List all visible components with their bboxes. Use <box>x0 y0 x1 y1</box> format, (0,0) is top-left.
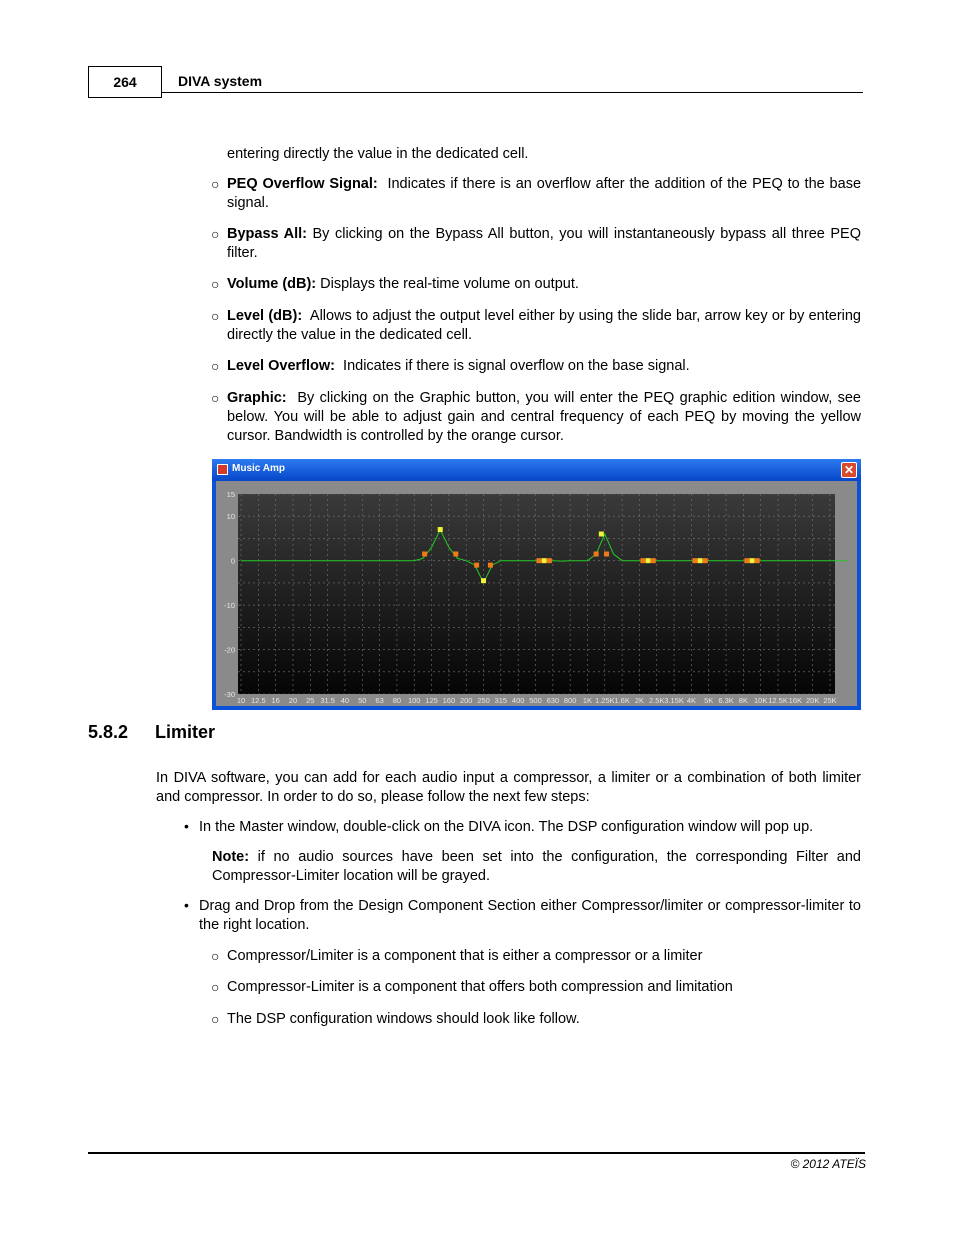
bullet-circle: ○ <box>211 948 220 964</box>
x-tick-label: 630 <box>546 696 560 705</box>
gain-cursor <box>438 527 443 532</box>
page-number: 264 <box>88 66 162 98</box>
item-bypass-all <box>227 225 861 263</box>
x-tick-label: 500 <box>529 696 542 705</box>
sub-item: Compressor/Limiter is a component that is either a compressor or a limiter <box>227 948 703 964</box>
x-tick-label: 315 <box>494 696 508 705</box>
note-label: Note: <box>212 849 250 865</box>
bandwidth-cursor <box>744 558 749 563</box>
x-tick-label: 1K <box>582 696 593 705</box>
bullet-circle: ○ <box>211 176 220 192</box>
x-tick-label: 800 <box>563 696 577 705</box>
limiter-intro: In DIVA software, you can add for each audio input a compressor, a limiter or a combination of both limiter and compressor. In order to do so, please follow the next few steps: <box>156 770 861 805</box>
item-term: Volume (dB): <box>227 276 317 292</box>
bullet-dot: • <box>184 818 189 834</box>
bandwidth-cursor <box>651 558 656 563</box>
x-tick-label: 100 <box>407 696 421 705</box>
gain-cursor <box>599 532 604 537</box>
bandwidth-cursor <box>453 552 458 557</box>
app-icon <box>217 464 228 475</box>
running-header-title: DIVA system <box>178 73 263 89</box>
music-amp-window <box>212 459 861 710</box>
x-tick-label: 1.25K <box>594 696 615 705</box>
x-tick-label: 16 <box>271 696 280 705</box>
bullet-circle: ○ <box>211 308 220 324</box>
y-tick-label: -30 <box>224 690 235 699</box>
bandwidth-cursor <box>692 558 697 563</box>
header-rule <box>162 92 863 93</box>
bullet-circle: ○ <box>211 226 220 242</box>
item-term: PEQ Overflow Signal: <box>227 176 378 192</box>
item-peq-overflow <box>227 175 861 213</box>
x-tick-label: 16K <box>788 696 803 705</box>
x-tick-label: 5K <box>704 696 714 705</box>
y-tick-label: -10 <box>224 601 235 611</box>
x-tick-label: 250 <box>477 696 490 705</box>
x-tick-label: 200 <box>459 696 473 705</box>
x-tick-label: 2K <box>634 696 645 705</box>
sub-item: The DSP configuration windows should look like follow. <box>227 1011 580 1027</box>
item-level-overflow <box>227 357 861 376</box>
x-tick-label: 31.5 <box>320 696 335 705</box>
section-title: Limiter <box>155 722 216 742</box>
window-title: Music Amp <box>232 463 285 474</box>
close-button[interactable]: ✕ <box>841 462 857 478</box>
x-tick-label: 1.6K <box>614 696 630 705</box>
x-tick-label: 8K <box>738 696 748 705</box>
footer-copyright: © 2012 ATEÏS <box>790 1157 866 1171</box>
item-term: Level (dB): <box>227 308 303 324</box>
gain-cursor <box>481 578 486 583</box>
x-tick-label: 160 <box>442 696 456 705</box>
item-graphic <box>227 389 861 446</box>
x-tick-label: 6.3K <box>718 696 734 705</box>
x-tick-label: 80 <box>392 696 402 705</box>
x-tick-label: 25K <box>823 696 837 705</box>
section-heading <box>88 722 215 743</box>
item-volume <box>227 275 861 294</box>
bullet-circle: ○ <box>211 276 220 292</box>
item-desc: Indicates if there is signal overflow on the base signal. <box>343 358 690 374</box>
bandwidth-cursor <box>703 558 708 563</box>
x-tick-label: 12.5 <box>251 696 266 705</box>
x-tick-label: 400 <box>511 696 525 705</box>
intro-continuation: entering directly the value in the dedicated cell. <box>227 146 529 162</box>
x-tick-label: 3.15K <box>664 696 684 705</box>
item-desc: By clicking on the Bypass All button, you will instantaneously bypass all three PEQ filter. <box>227 226 861 261</box>
bandwidth-cursor <box>547 558 552 563</box>
bandwidth-cursor <box>755 558 760 563</box>
bandwidth-cursor <box>488 563 493 568</box>
x-tick-label: 12.5K <box>768 696 788 705</box>
section-number: 5.8.2 <box>88 722 129 742</box>
gain-cursor <box>698 558 703 563</box>
x-tick-label: 10K <box>754 696 768 705</box>
bullet-dot: • <box>184 897 189 913</box>
gain-cursor <box>646 558 651 563</box>
step-2: Drag and Drop from the Design Component Section either Compressor/limiter or compressor-limiter to the right location. <box>199 898 861 933</box>
item-term: Graphic: <box>227 390 287 406</box>
x-tick-label: 20K <box>805 696 820 705</box>
item-term: Level Overflow: <box>227 358 335 374</box>
item-level <box>227 307 861 345</box>
item-desc: Displays the real-time volume on output. <box>320 276 579 292</box>
x-tick-label: 125 <box>425 696 438 705</box>
bullet-circle: ○ <box>211 390 220 406</box>
bandwidth-cursor <box>640 558 645 563</box>
bandwidth-cursor <box>594 552 599 557</box>
x-tick-label: 63 <box>375 696 384 705</box>
note-text: if no audio sources have been set into the configuration, the corresponding Filter and Compressor-Limiter location will be grayed. <box>212 849 861 884</box>
window-title-bar[interactable] <box>212 459 861 481</box>
item-desc: By clicking on the Graphic button, you will enter the PEQ graphic edition window, see below. You will be able to adjust gain and central frequency of each PEQ by moving the yellow cursor. Bandwidth is controlled by the orange cursor. <box>227 390 862 444</box>
window-body <box>216 481 857 706</box>
bandwidth-cursor <box>604 552 609 557</box>
x-tick-label: 4K <box>686 696 697 705</box>
sub-item: Compressor-Limiter is a component that offers both compression and limitation <box>227 979 733 995</box>
y-tick-label: 0 <box>230 556 235 566</box>
gain-cursor <box>542 558 547 563</box>
x-tick-label: 10 <box>236 696 246 705</box>
item-desc: Allows to adjust the output level either by using the slide bar, arrow key or by entering directly the value in the dedicated cell. <box>227 308 861 343</box>
y-tick-label: -20 <box>224 645 235 655</box>
x-tick-label: 40 <box>340 696 350 705</box>
x-tick-label: 20 <box>288 696 298 705</box>
y-tick-label: 10 <box>226 512 235 522</box>
item-desc: Indicates if there is an overflow after the addition of the PEQ to the base signal. <box>227 176 862 211</box>
y-tick-label: 15 <box>226 490 235 499</box>
peq-graphic-plot[interactable] <box>216 481 857 706</box>
x-tick-label: 2.5K <box>649 696 665 705</box>
step-1: In the Master window, double-click on the DIVA icon. The DSP configuration window will pop up. <box>199 819 814 835</box>
bullet-circle: ○ <box>211 1011 220 1027</box>
footer-rule <box>88 1152 865 1154</box>
x-tick-label: 25 <box>306 696 315 705</box>
item-term: Bypass All: <box>227 226 307 242</box>
x-tick-label: 50 <box>358 696 367 705</box>
bandwidth-cursor <box>422 552 427 557</box>
bandwidth-cursor <box>474 563 479 568</box>
gain-cursor <box>750 558 755 563</box>
bullet-circle: ○ <box>211 358 220 374</box>
note <box>212 848 861 886</box>
bullet-circle: ○ <box>211 979 220 995</box>
bandwidth-cursor <box>536 558 541 563</box>
